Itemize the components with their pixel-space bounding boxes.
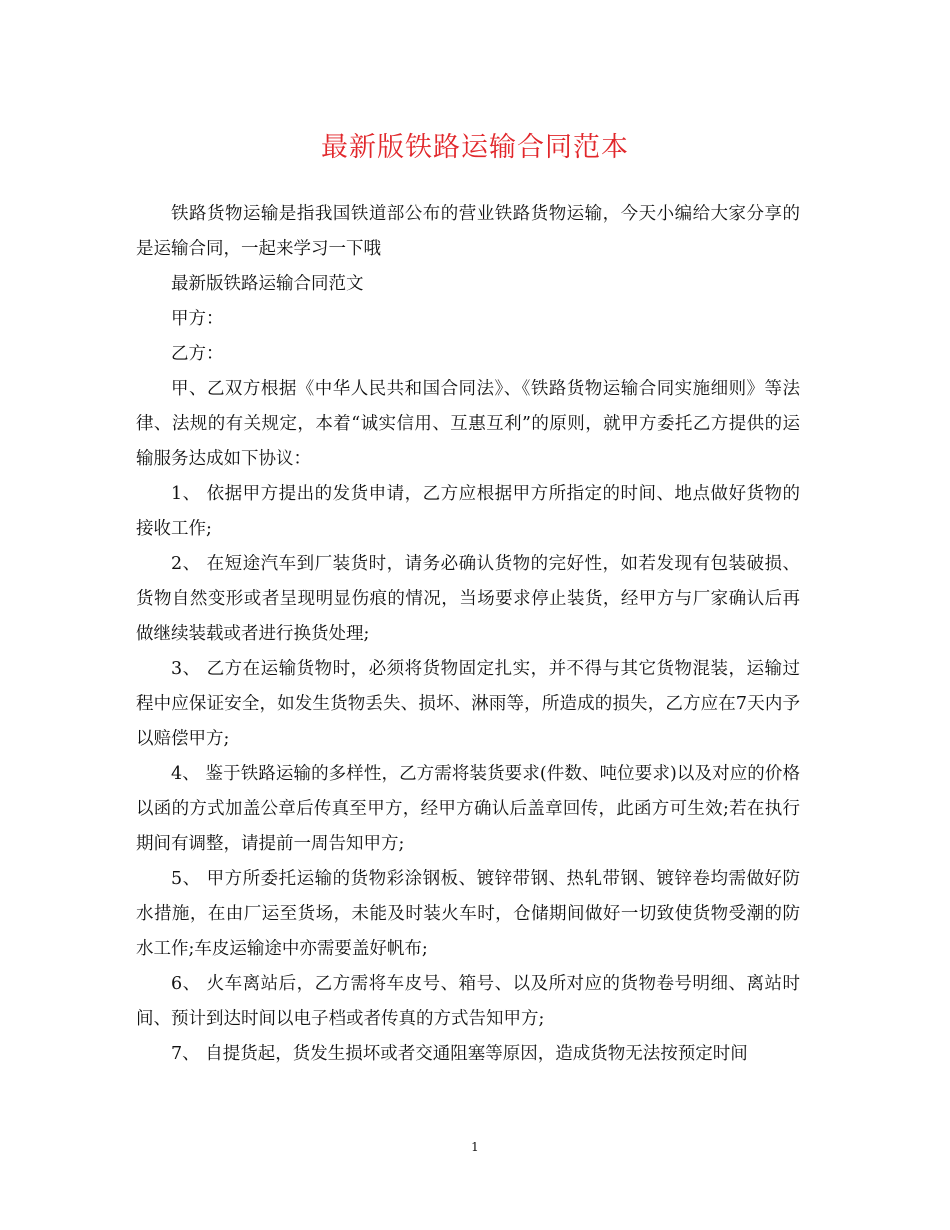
document-title: 最新版铁路运输合同范本 — [321, 132, 629, 163]
paragraph-intro: 铁路货物运输是指我国铁道部公布的营业铁路货物运输，今天小编给大家分享的是运输合同，一起来学习一下哦 — [136, 204, 800, 259]
paragraph-clause-1: 1、 依据甲方提出的发货申请，乙方应根据甲方所指定的时间、地点做好货物的接收工作; — [136, 484, 800, 539]
paragraph-clause-5: 5、 甲方所委托运输的货物彩涂钢板、镀锌带钢、热轧带钢、镀锌卷均需做好防水措施，在由厂运至货场，未能及时装火车时，仓储期间做好一切致使货物受潮的防水工作;车皮运输途中亦需要盖好帆布; — [136, 869, 800, 959]
paragraph-party-a: 甲方： — [171, 309, 224, 329]
paragraph-clause-2: 2、 在短途汽车到厂装货时，请务必确认货物的完好性，如若发现有包装破损、货物自然变形或者呈现明显伤痕的情况，当场要求停止装货，经甲方与厂家确认后再做继续装载或者进行换货处理; — [136, 554, 800, 644]
page-number: 1 — [471, 1140, 479, 1154]
paragraph-clause-7: 7、 自提货起，货发生损坏或者交通阻塞等原因，造成货物无法按预定时间 — [171, 1044, 748, 1064]
paragraph-party-b: 乙方： — [171, 344, 224, 364]
paragraph-clause-4: 4、 鉴于铁路运输的多样性，乙方需将装货要求(件数、吨位要求)以及对应的价格以函的方式加盖公章后传真至甲方，经甲方确认后盖章回传，此函方可生效;若在执行期间有调整，请提前一周告知甲方; — [136, 764, 800, 854]
paragraph-clause-6: 6、 火车离站后，乙方需将车皮号、箱号、以及所对应的货物卷号明细、离站时间、预计到达时间以电子档或者传真的方式告知甲方; — [136, 974, 800, 1029]
paragraph-preamble: 甲、乙双方根据《中华人民共和国合同法》、《铁路货物运输合同实施细则》等法律、法规的有关规定，本着“诚实信用、互惠互利”的原则，就甲方委托乙方提供的运输服务达成如下协议： — [136, 379, 800, 469]
paragraph-subtitle: 最新版铁路运输合同范文 — [171, 274, 364, 294]
document-body — [136, 197, 800, 1072]
paragraph-clause-3: 3、 乙方在运输货物时，必须将货物固定扎实，并不得与其它货物混装，运输过程中应保证安全，如发生货物丢失、损坏、淋雨等，所造成的损失，乙方应在7天内予以赔偿甲方; — [136, 659, 800, 749]
